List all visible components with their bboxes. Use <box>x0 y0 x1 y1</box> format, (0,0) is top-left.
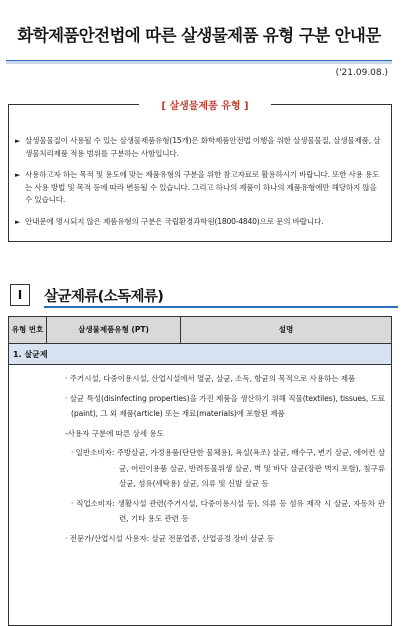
title-banner <box>6 16 392 62</box>
bullet-icon: ► <box>15 171 21 179</box>
desc-paragraph: · 살균 특성(disinfecting properties)을 가진 제품을 생산하기 위해 직물(textiles), tissues, 도료(paint), 그 외 제품(article) 또는 재료(materials)에 포함된 제품 <box>65 393 385 418</box>
column-header-description: 설명 <box>181 317 392 344</box>
category-row <box>9 344 392 365</box>
description-cell <box>9 365 392 626</box>
bullet-icon: ► <box>15 137 21 145</box>
column-header-type-no: 유형 번호 <box>9 317 47 344</box>
product-type-table <box>8 316 392 626</box>
notice-item: ► 살생물물질이 사용될 수 있는 살생물제품유형(15개)은 화학제품안전법 이행을 위한 살생물물질, 살생물제품, 살생물처리제품 적용 범위를 구분하는 사항입니다. <box>15 136 381 158</box>
notice-list <box>15 135 385 237</box>
desc-user-item: · 전문가/산업시설 사용자: 살균 전문업종, 산업공정 장비 살균 등 <box>65 533 274 543</box>
desc-user-item: · 일반소비자: 주방살균, 가정용품(단단한 물체용), 욕실(욕조) 살균, 배수구, 변기 살균, 에어컨 살균, 어린이용품 살균, 반려동물위생 살균, 벽 및 바닥 살균(장판 벽지 포함), 침구류 살균, 섬유(세탁용) 살균, 의류 및 신발 살균 등 <box>71 448 385 488</box>
desc-subheading: -사용자 구분에 따른 상세 용도 <box>65 428 164 438</box>
section-underline <box>44 306 398 308</box>
notice-item: ► 안내문에 명시되지 않은 제품유형의 구분은 국립환경과학원(1800-4840)으로 문의 바랍니다. <box>15 216 385 229</box>
section-number: I <box>10 284 30 306</box>
bullet-icon: ► <box>15 217 21 226</box>
notice-box <box>8 101 392 242</box>
page-title: 화학제품안전법에 따른 살생물제품 유형 구분 안내문 <box>17 26 381 45</box>
description-text <box>65 371 385 550</box>
section-title: 살균제류(소독제류) <box>44 289 164 305</box>
column-header-pt: 살생물제품유형 (PT) <box>47 317 181 344</box>
table-row <box>9 365 392 626</box>
table-header-row <box>9 317 392 344</box>
desc-user-item: · 직업소비자: 생활시설 관련(주거시설, 다중이용시설 등), 의류 등 섬유 제작 시 살균, 자동차 관련, 기타 용도 관련 등 <box>71 498 385 523</box>
notice-item: ► 사용하고자 하는 목적 및 용도에 맞는 제품유형의 구분을 위한 참고자료로 활용하시기 바랍니다. 또한 사용 용도는 사용 방법 및 목적 등에 따라 변동될 수 있습니다. 그리고 하나의 제품이 하나의 제품유형에만 해당하지 않을 수 있습니다. <box>15 170 380 204</box>
notice-title: [ 살생물제품 유형 ] <box>139 97 271 115</box>
category-label: 1. 살균제 <box>9 344 392 365</box>
document-date: ('21.09.08.) <box>335 68 388 78</box>
desc-paragraph: · 주거시설, 다중이용시설, 산업시설에서 멸균, 살균, 소독, 항균의 목적으로 사용하는 제품 <box>65 374 356 383</box>
title-underline-shade <box>6 61 392 64</box>
